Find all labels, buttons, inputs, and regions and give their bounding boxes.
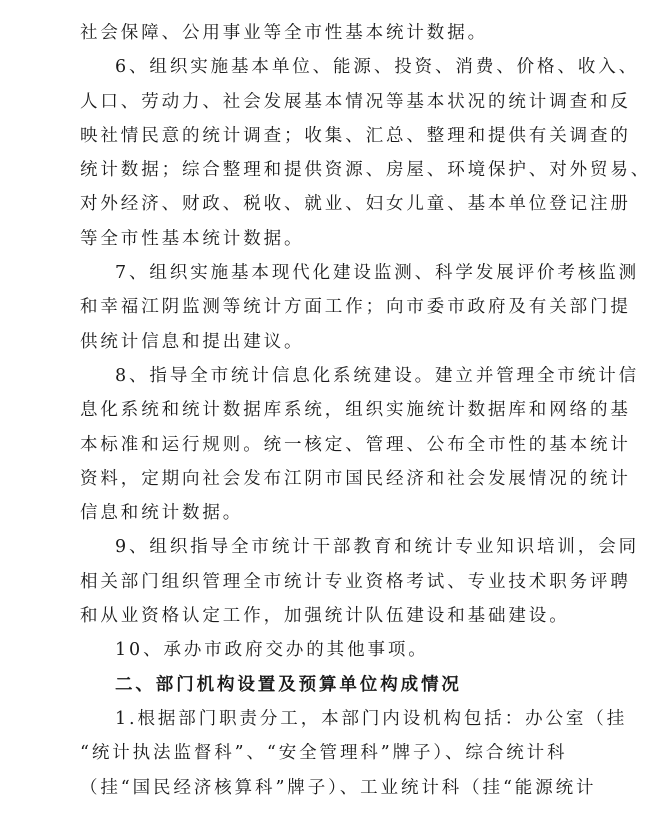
text-line: “统计执法监督科”、“安全管理科”牌子）、综合统计科 bbox=[80, 743, 568, 764]
text-line: 映社情民意的统计调查；收集、汇总、整理和提供有关调查的 bbox=[80, 125, 631, 146]
text-line: 和从业资格认定工作，加强统计队伍建设和基础建设。 bbox=[80, 606, 570, 627]
text-line: 和幸福江阴监测等统计方面工作；向市委市政府及有关部门提 bbox=[80, 297, 631, 318]
text-line: 统计数据；综合整理和提供资源、房屋、环境保护、对外贸易、 bbox=[80, 160, 652, 181]
text-line: 10、承办市政府交办的其他事项。 bbox=[115, 640, 429, 661]
section-heading: 二、部门机构设置及预算单位构成情况 bbox=[115, 674, 462, 695]
text-line: 8、指导全市统计信息化系统建设。建立并管理全市统计信 bbox=[115, 365, 640, 386]
text-line: 6、组织实施基本单位、能源、投资、消费、价格、收入、 bbox=[115, 57, 640, 78]
text-line: 人口、劳动力、社会发展基本情况等基本状况的统计调查和反 bbox=[80, 91, 631, 112]
text-line: 7、组织实施基本现代化建设监测、科学发展评价考核监测 bbox=[115, 263, 640, 284]
text-line: 相关部门组织管理全市统计专业资格考试、专业技术职务评聘 bbox=[80, 571, 631, 592]
text-line: 本标准和运行规则。统一核定、管理、公布全市性的基本统计 bbox=[80, 434, 631, 455]
text-line: 资料，定期向社会发布江阴市国民经济和社会发展情况的统计 bbox=[80, 468, 631, 489]
text-line: 息化系统和统计数据库系统，组织实施统计数据库和网络的基 bbox=[80, 400, 631, 421]
text-line: 对外经济、财政、税收、就业、妇女儿童、基本单位登记注册 bbox=[80, 194, 631, 215]
text-line: （挂“国民经济核算科”牌子）、工业统计科（挂“能源统计 bbox=[80, 777, 597, 798]
text-line: 信息和统计数据。 bbox=[80, 503, 244, 524]
text-line: 1.根据部门职责分工，本部门内设机构包括：办公室（挂 bbox=[115, 708, 628, 729]
text-line: 9、组织指导全市统计干部教育和统计专业知识培训，会同 bbox=[115, 537, 640, 558]
text-line: 社会保障、公用事业等全市性基本统计数据。 bbox=[80, 23, 488, 43]
document-page bbox=[80, 16, 652, 805]
text-line: 供统计信息和提出建议。 bbox=[80, 331, 305, 352]
text-line: 等全市性基本统计数据。 bbox=[80, 228, 305, 249]
